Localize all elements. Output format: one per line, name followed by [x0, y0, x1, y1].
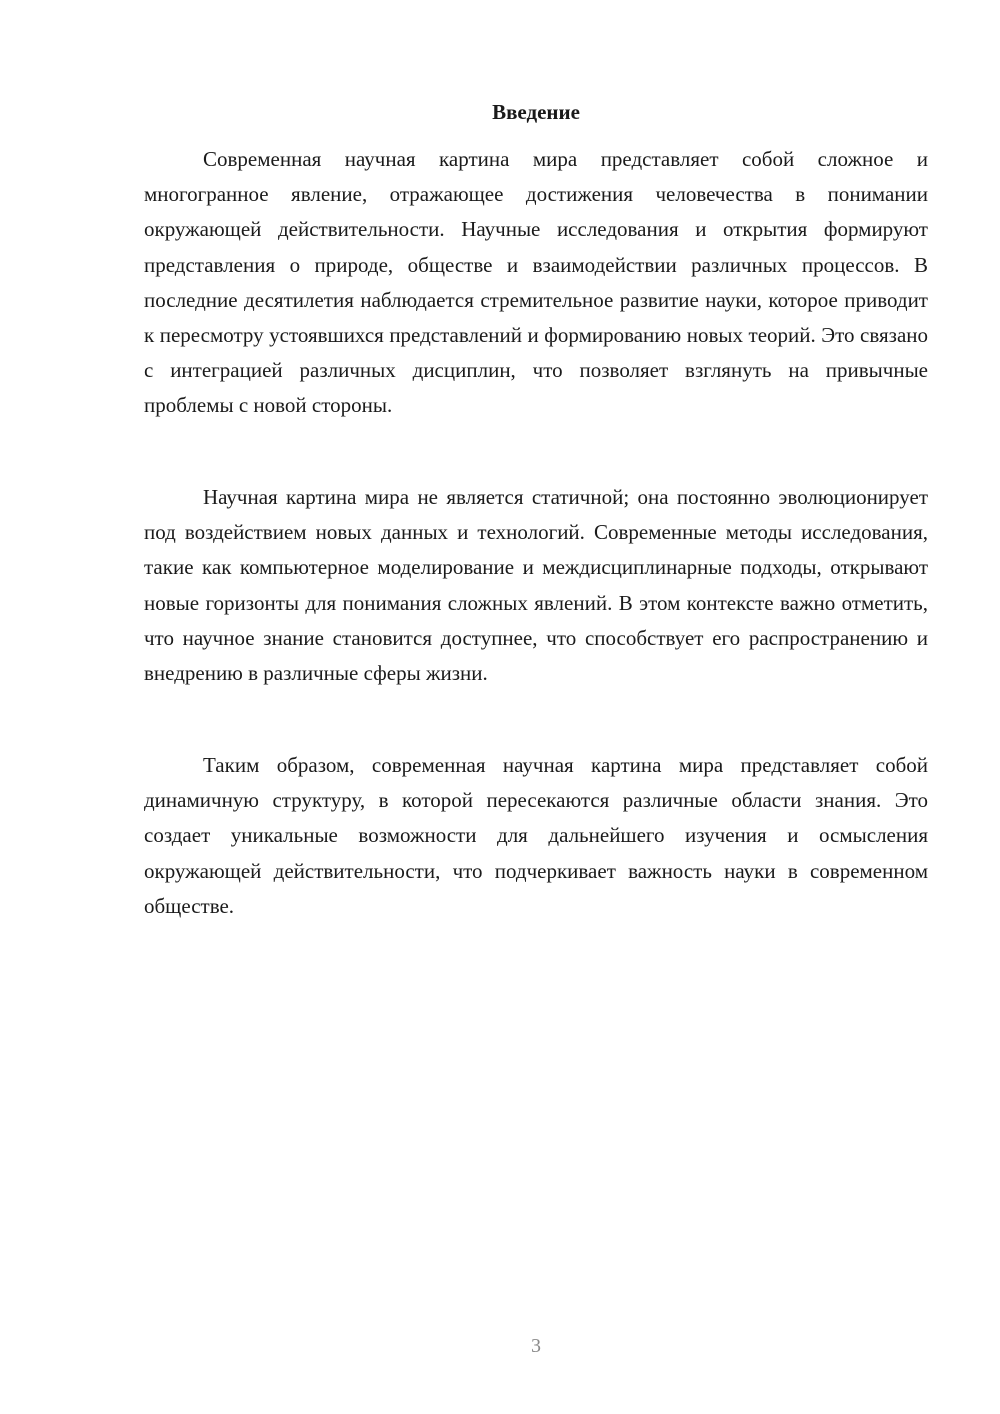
paragraph-1-block [144, 142, 928, 424]
page-number: 3 [531, 1335, 541, 1357]
paragraph-2: Научная картина мира не является статичной; она постоянно эволюционирует под воздействием новых данных и технологий. Современные методы исследования, такие как компьютерное моделирование и междисциплинарные подходы, открывают новые горизонты для понимания сложных явлений. В этом контексте важно отметить, что научное знание становится доступнее, что способствует его распространению и внедрению в различные сферы жизни. [144, 485, 928, 686]
paragraph-3-block [144, 748, 928, 924]
paragraph-2-block [144, 480, 928, 691]
paragraph-3: Таким образом, современная научная картина мира представляет собой динамичную структуру, в которой пересекаются различные области знания. Это создает уникальные возможности для дальнейшего изучения и осмысления окружающей действительности, что подчеркивает важность науки в современном обществе. [144, 753, 928, 918]
section-heading: Введение [492, 100, 580, 124]
paragraph-1: Современная научная картина мира представляет собой сложное и многогранное явление, отражающее достижения человечества в понимании окружающей действительности. Научные исследования и открытия формируют представления о природе, обществе и взаимодействии различных процессов. В последние десятилетия наблюдается стремительное развитие науки, которое приводит к пересмотру устоявшихся представлений и формированию новых теорий. Это связано с интеграцией различных дисциплин, что позволяет взглянуть на привычные проблемы с новой стороны. [144, 147, 928, 418]
